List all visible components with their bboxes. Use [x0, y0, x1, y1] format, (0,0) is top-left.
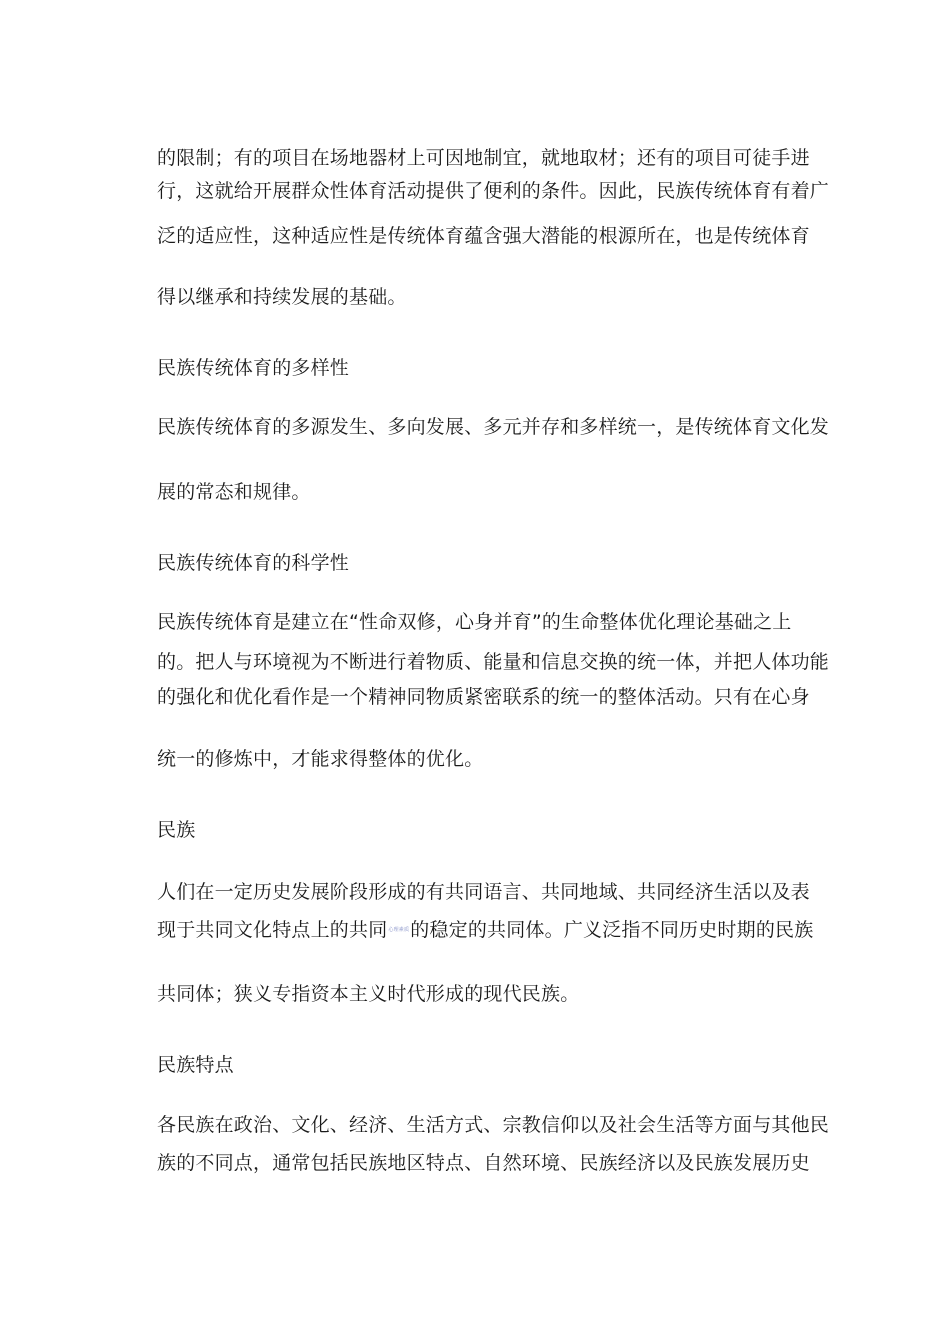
paragraph-4-line-2-start: 现于共同文化特点上的共同: [157, 919, 388, 941]
paragraph-3-line-2: 的。把人与环境视为不断进行着物质、能量和信息交换的统一体，并把人体功能: [157, 651, 830, 673]
paragraph-3-line-1: 民族传统体育是建立在“性命双修，心身并育”的生命整体优化理论基础之上: [157, 611, 792, 633]
paragraph-2-line-1: 民族传统体育的多源发生、多向发展、多元并存和多样统一，是传统体育文化发: [157, 416, 830, 438]
heading-features: 民族特点: [157, 1054, 234, 1076]
paragraph-3-line-3: 的强化和优化看作是一个精神同物质紧密联系的统一的整体活动。只有在心身: [157, 686, 810, 708]
paragraph-4-line-2-end: 的稳定的共同体。广义泛指不同历史时期的民族: [410, 919, 814, 941]
paragraph-4-line-2: [157, 918, 813, 942]
paragraph-1-line-3: 泛的适应性，这种适应性是传统体育蕴含强大潜能的根源所在，也是传统体育: [157, 225, 810, 247]
paragraph-5-line-2: 族的不同点，通常包括民族地区特点、自然环境、民族经济以及民族发展历史: [157, 1152, 810, 1174]
heading-nation: 民族: [157, 819, 196, 841]
paragraph-4-line-3: 共同体；狭义专指资本主义时代形成的现代民族。: [157, 983, 580, 1005]
inline-small-mark: 心理素质: [388, 927, 410, 933]
paragraph-4-line-1: 人们在一定历史发展阶段形成的有共同语言、共同地域、共同经济生活以及表: [157, 881, 810, 903]
paragraph-1-line-1: 的限制；有的项目在场地器材上可因地制宜，就地取材；还有的项目可徒手进: [157, 147, 810, 169]
paragraph-5-line-1: 各民族在政治、文化、经济、生活方式、宗教信仰以及社会生活等方面与其他民: [157, 1114, 830, 1136]
heading-science: 民族传统体育的科学性: [157, 552, 350, 574]
paragraph-2-line-2: 展的常态和规律。: [157, 481, 311, 503]
heading-diversity: 民族传统体育的多样性: [157, 357, 350, 379]
paragraph-3-line-4: 统一的修炼中，才能求得整体的优化。: [157, 748, 484, 770]
paragraph-1-line-2: 行，这就给开展群众性体育活动提供了便利的条件。因此，民族传统体育有着广: [157, 180, 830, 202]
paragraph-1-line-4: 得以继承和持续发展的基础。: [157, 286, 407, 308]
